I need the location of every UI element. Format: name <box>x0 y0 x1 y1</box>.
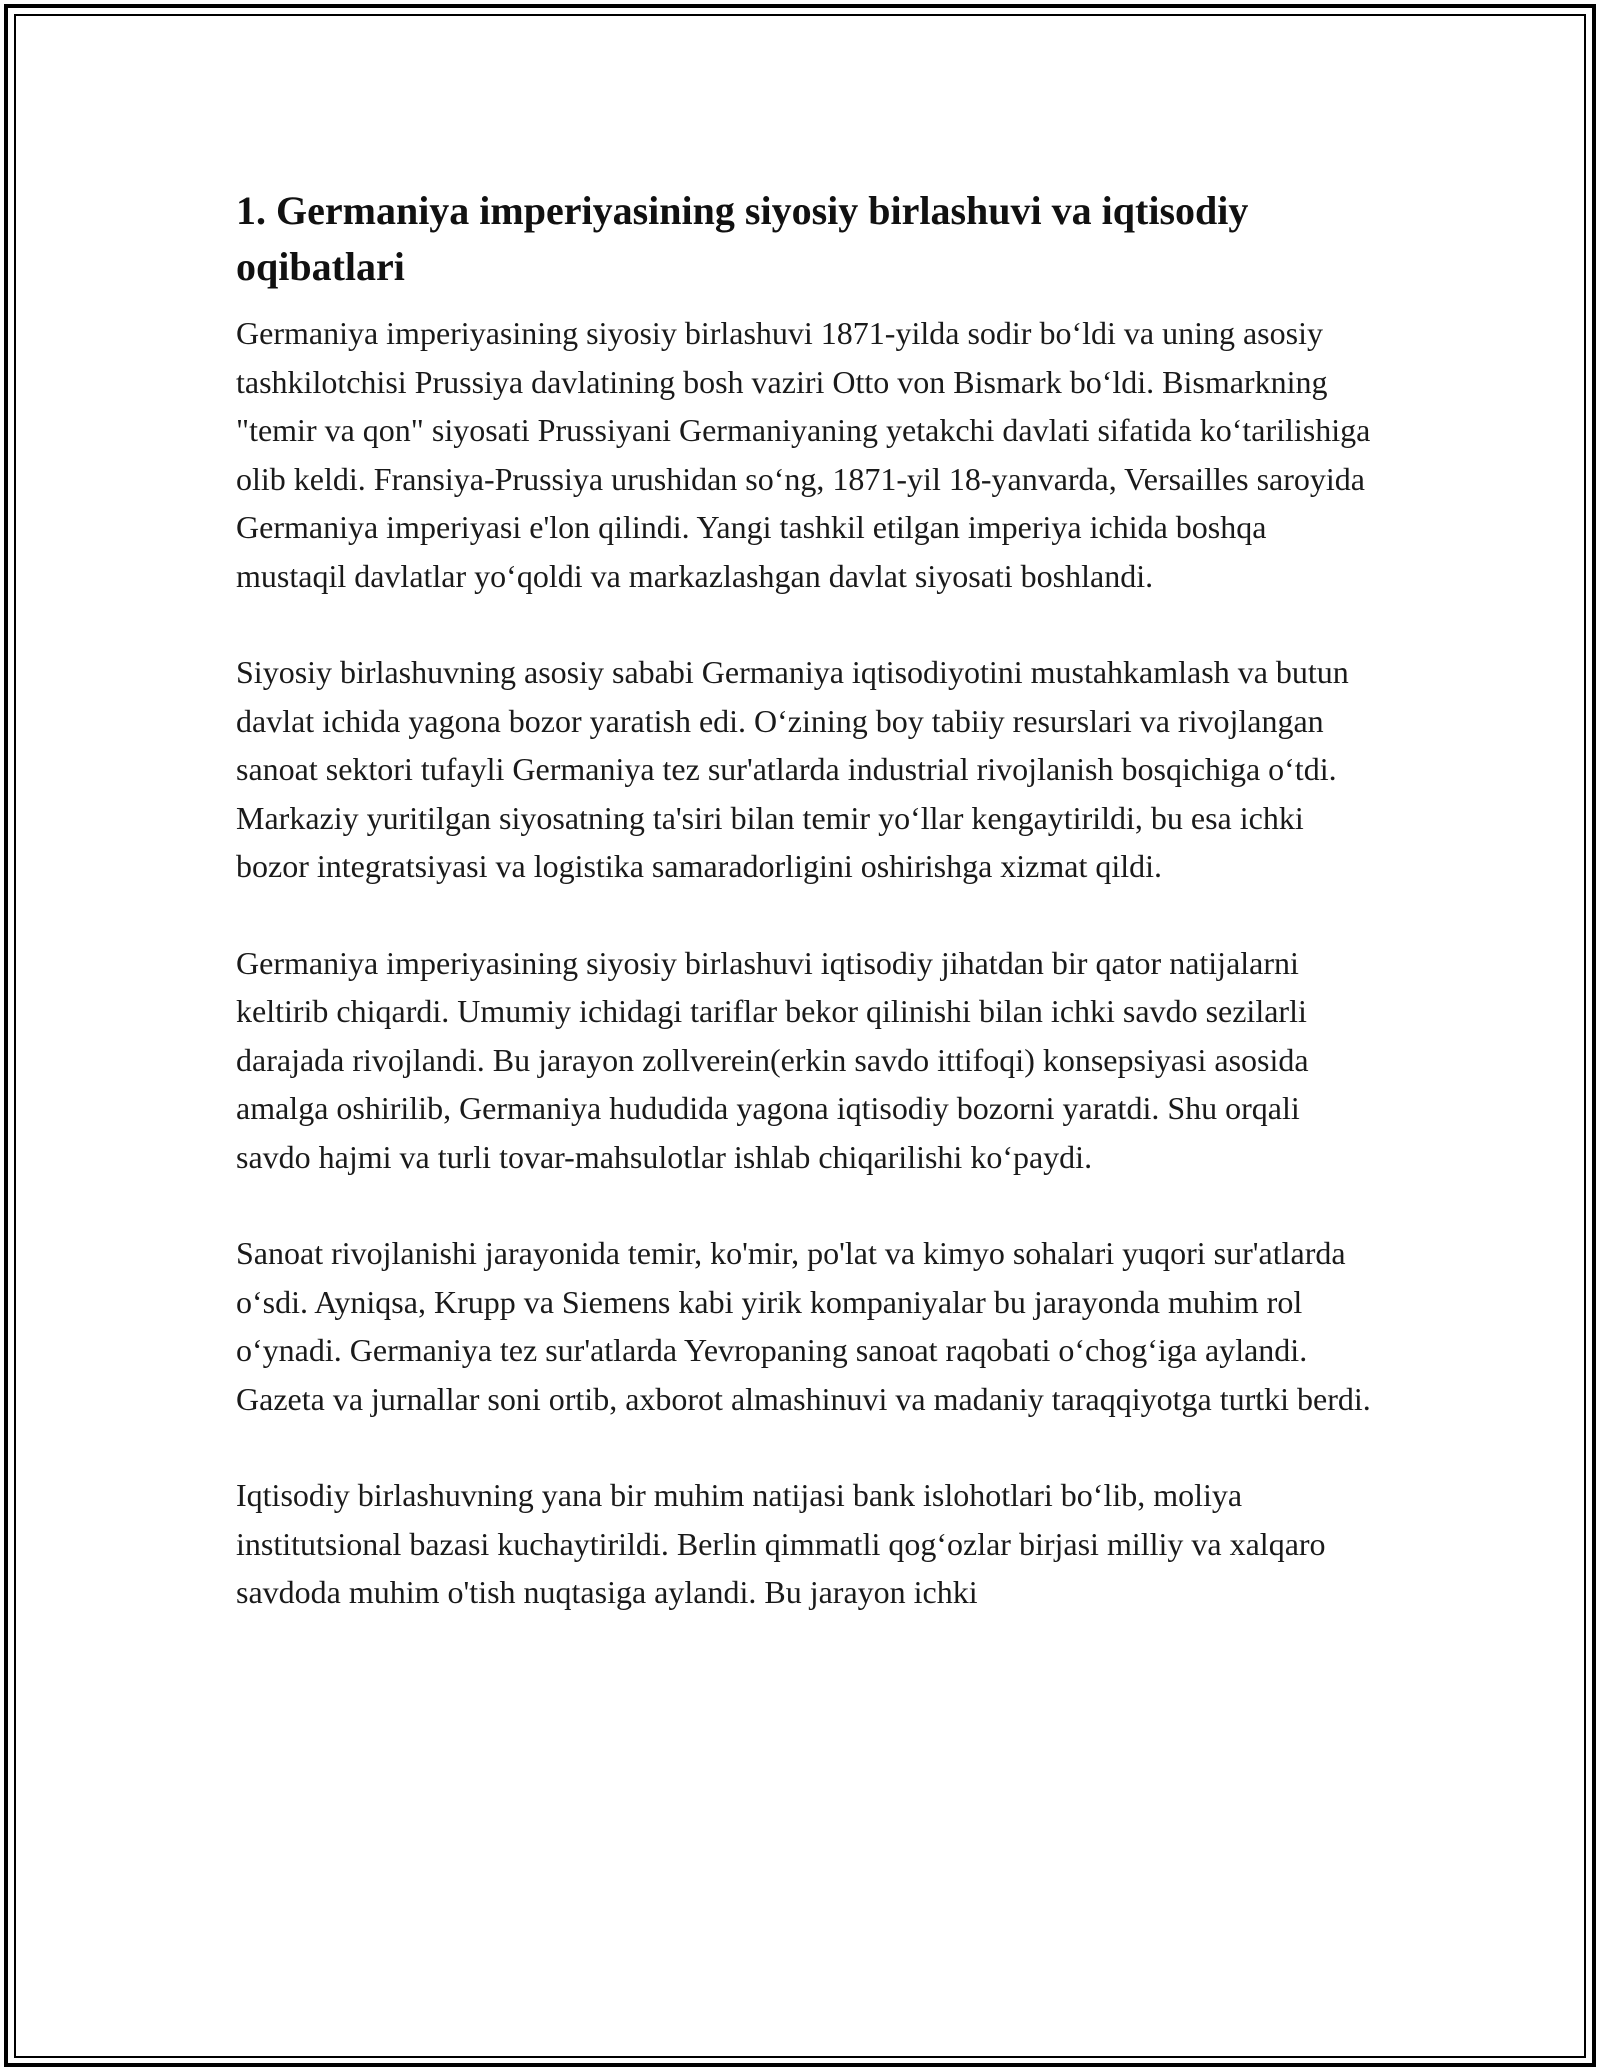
paragraph-5: Iqtisodiy birlashuvning yana bir muhim natijasi bank islohotlari bo‘lib, moliya institutsional bazasi kuchaytirildi. Berlin qimmatli qog‘ozlar birjasi milliy va xalqaro savdoda muhim o'tish nuqtasiga aylandi. Bu jarayon ichki <box>236 1477 1326 1610</box>
paragraph-3: Germaniya imperiyasining siyosiy birlashuvi iqtisodiy jihatdan bir qator natijalarni keltirib chiqardi. Umumiy ichidagi tariflar bekor qilinishi bilan ichki savdo sezilarli darajada rivojlandi. Bu jarayon zollverein(erkin savdo ittifoqi) konsepsiyasi asosida amalga oshirilib, Germaniya hududida yagona iqtisodiy bozorni yaratdi. Shu orqali savdo hajmi va turli tovar-mahsulotlar ishlab chiqarilishi ko‘paydi. <box>236 944 1309 1175</box>
paragraph-1: Germaniya imperiyasining siyosiy birlashuvi 1871-yilda sodir bo‘ldi va uning asosiy tashkilotchisi Prussiya davlatining bosh vaziri Otto von Bismark bo‘ldi. Bismarkning "temir va qon" siyosati Prussiyani Germaniyaning yetakchi davlati sifatida ko‘tarilishiga olib keldi. Fransiya-Prussiya urushidan so‘ng, 1871-yil 18-yanvarda, Versailles saroyida Germaniya imperiyasi e'lon qilindi. Yangi tashkil etilgan imperiya ichida boshqa mustaqil davlatlar yo‘qoldi va markazlashgan davlat siyosati boshlandi. <box>236 315 1371 594</box>
paragraph-4: Sanoat rivojlanishi jarayonida temir, ko'mir, po'lat va kimyo sohalari yuqori sur'atlarda o‘sdi. Ayniqsa, Krupp va Siemens kabi yirik kompaniyalar bu jarayonda muhim rol o‘ynadi. Germaniya tez sur'atlarda Yevropaning sanoat raqobati o‘chog‘iga aylandi. Gazeta va jurnallar soni ortib, axborot almashinuvi va madaniy taraqqiyotga turtki berdi. <box>236 1235 1371 1417</box>
document-body <box>236 183 1376 1665</box>
paragraph-2: Siyosiy birlashuvning asosiy sababi Germaniya iqtisodiyotini mustahkamlash va butun davlat ichida yagona bozor yaratish edi. O‘zining boy tabiiy resurslari va rivojlangan sanoat sektori tufayli Germaniya tez sur'atlarda industrial rivojlanish bosqichiga o‘tdi. Markaziy yuritilgan siyosatning ta'siri bilan temir yo‘llar kengaytirildi, bu esa ichki bozor integratsiyasi va logistika samaradorligini oshirishga xizmat qildi. <box>236 654 1349 884</box>
page-title: 1. Germaniya imperiyasining siyosiy birlashuvi va iqtisodiy oqibatlari <box>236 188 1249 289</box>
